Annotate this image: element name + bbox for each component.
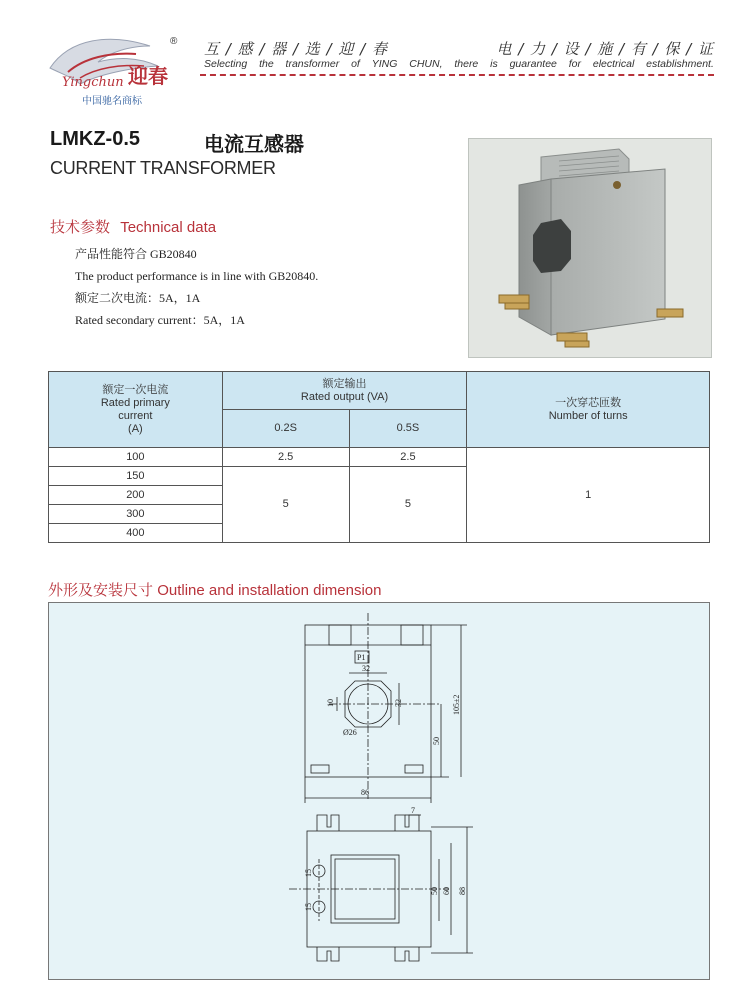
- dim-terminal-gap: 7: [411, 806, 415, 815]
- technical-heading-cn: 技术参数: [50, 218, 111, 236]
- slogan-word: guarantee: [509, 58, 557, 70]
- slogan-word: the: [259, 58, 274, 70]
- brand-script: Yingchun: [62, 75, 124, 90]
- slogan-word: YING: [371, 58, 398, 70]
- header-rated-primary-current: 额定一次电流 Rated primary current (A): [49, 372, 223, 448]
- tech-line: Rated secondary current：5A，1A: [75, 313, 245, 327]
- header-divider: [200, 74, 714, 76]
- spec-table: [48, 371, 710, 543]
- dim-diameter: Ø26: [343, 728, 357, 737]
- slogan-cn-right: 电 / 力 / 设 / 施 / 有 / 保 / 证: [496, 40, 714, 58]
- slogan-word: electrical: [592, 58, 635, 70]
- dim-hole-spacing-a: 15: [304, 869, 313, 877]
- dim-total-height-bottom: 88: [458, 887, 467, 895]
- brand-cn: 迎春: [128, 64, 168, 88]
- header-0-2s: 0.2S: [222, 410, 349, 448]
- table-cell-current: 150: [49, 467, 223, 486]
- slogan-word: is: [490, 58, 498, 70]
- table-cell-current: 100: [49, 448, 223, 467]
- slogan-word: CHUN,: [409, 58, 443, 70]
- technical-lines: [75, 244, 318, 332]
- model-number: LMKZ-0.5: [50, 128, 140, 150]
- dimension-drawing: [48, 602, 710, 980]
- technical-heading-en: Technical data: [120, 219, 217, 236]
- dim-total-height: 105±2: [452, 694, 461, 715]
- table-cell-current: 200: [49, 486, 223, 505]
- table-cell-output-02s: 5: [222, 467, 349, 543]
- slogan-word: transformer: [285, 58, 340, 70]
- table-cell-turns: 1: [467, 448, 710, 543]
- dim-slot: 10: [326, 699, 335, 707]
- transformer-illustration-icon: [469, 139, 713, 359]
- table-cell-current: 300: [49, 505, 223, 524]
- slogan-word: for: [568, 58, 582, 70]
- brand-subtitle: 中国驰名商标: [82, 96, 142, 107]
- dim-inner-height: 50: [430, 887, 439, 895]
- table-cell-output-05s: 2.5: [349, 448, 467, 467]
- table-cell-current: 400: [49, 524, 223, 543]
- slogan-en: [204, 58, 714, 70]
- product-name-cn: 电流互感器: [204, 132, 304, 156]
- registered-mark: ®: [170, 36, 178, 47]
- slogan-cn-left: 互 / 感 / 器 / 选 / 迎 / 春: [204, 40, 388, 58]
- slogan-word: establishment.: [646, 58, 714, 70]
- outline-heading-cn: 外形及安装尺寸: [48, 581, 154, 599]
- tech-line: 额定二次电流：5A，1A: [75, 291, 201, 305]
- dim-window-width: 32: [362, 664, 370, 673]
- slogan-word: there: [454, 58, 479, 70]
- table-cell-output-05s: 5: [349, 467, 467, 543]
- outline-heading: [48, 579, 382, 600]
- technical-drawing: [49, 603, 711, 981]
- slogan-cn: [204, 38, 714, 59]
- slogan-word: Selecting: [204, 58, 248, 70]
- technical-data-heading: [50, 216, 216, 237]
- swallow-logo-icon: [40, 28, 190, 98]
- outline-heading-en: Outline and installation dimension: [157, 582, 382, 599]
- tech-line: The product performance is in line with GB20840.: [75, 269, 319, 283]
- dim-hole-spacing-b: 15: [304, 903, 313, 911]
- product-name-en: CURRENT TRANSFORMER: [50, 158, 276, 178]
- product-photo: [468, 138, 712, 358]
- dim-width: 86: [361, 788, 369, 797]
- dim-center-height: 50: [432, 737, 441, 745]
- header-number-of-turns: 一次穿芯匝数 Number of turns: [467, 372, 710, 448]
- slogan-word: of: [351, 58, 360, 70]
- header-0-5s: 0.5S: [349, 410, 467, 448]
- header-rated-output: 额定输出 Rated output (VA): [222, 372, 467, 410]
- table-cell-output-02s: 2.5: [222, 448, 349, 467]
- dim-mid-height: 60: [442, 887, 451, 895]
- dim-window-height: 32: [394, 699, 403, 707]
- tech-line: 产品性能符合 GB20840: [75, 247, 197, 261]
- label-p1: P1: [357, 653, 366, 662]
